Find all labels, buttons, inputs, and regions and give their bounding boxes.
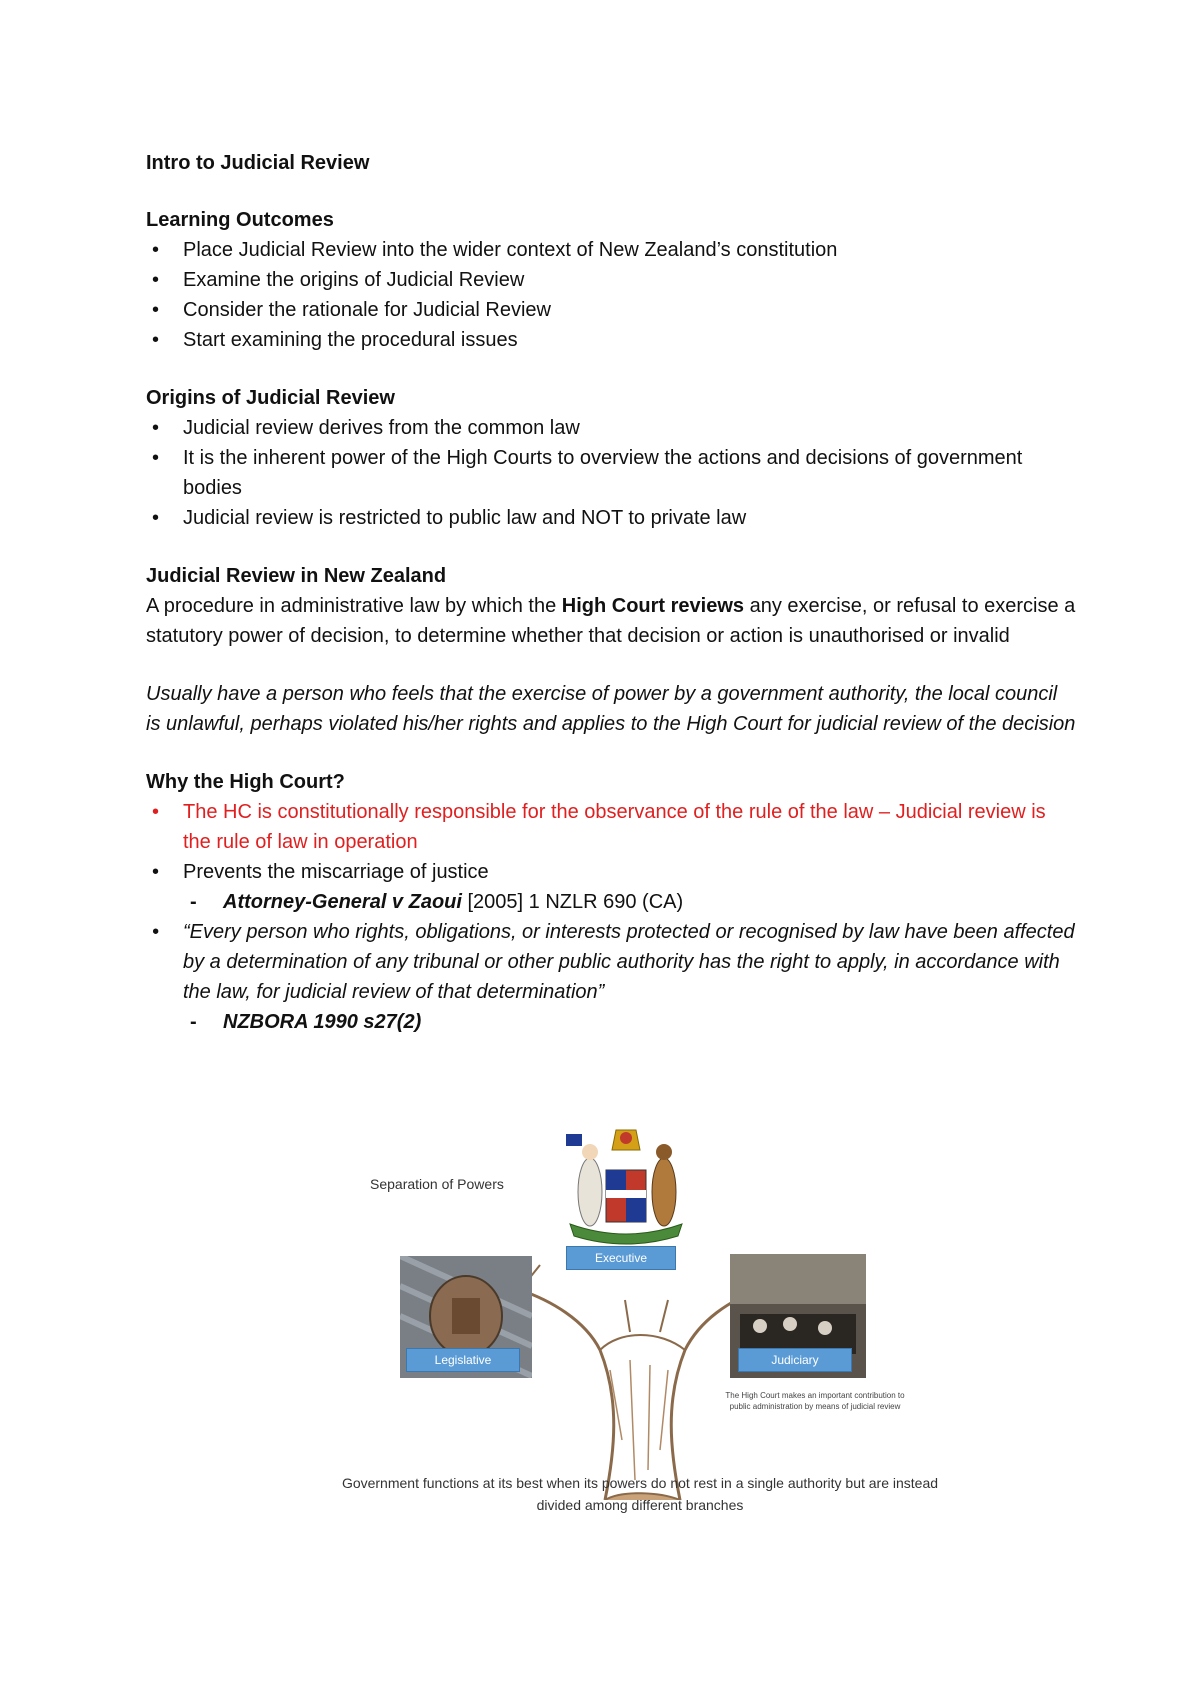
why-hc-list-2	[146, 917, 1076, 1007]
figure-caption: Government functions at its best when its powers do not rest in a single authority but are instead divided among different branches	[341, 1475, 939, 1513]
case-name: Attorney-General v Zaoui	[223, 891, 462, 913]
definition-text: A procedure in administrative law by which the	[146, 595, 562, 617]
origins-list	[146, 413, 1076, 533]
why-hc-section	[146, 767, 1076, 1037]
case-reference: [2005] 1 NZLR 690 (CA)	[461, 891, 684, 913]
italic-note-section	[146, 679, 1076, 739]
learning-outcomes-heading: Learning Outcomes	[146, 209, 334, 231]
list-item: • Judicial review derives from the common law	[146, 413, 1076, 443]
list-item-red: • The HC is constitutionally responsible for the observance of the rule of the law – Judicial review is the rule of law in operation	[146, 797, 1076, 857]
executive-label: Executive	[566, 1246, 676, 1270]
case-citation	[146, 887, 1076, 917]
jr-nz-section	[146, 561, 1076, 651]
why-hc-heading: Why the High Court?	[146, 771, 345, 793]
list-item: • Consider the rationale for Judicial Review	[146, 295, 1076, 325]
jr-nz-heading: Judicial Review in New Zealand	[146, 565, 447, 587]
list-item: • Examine the origins of Judicial Review	[146, 265, 1076, 295]
learning-outcomes-list	[146, 235, 1076, 355]
list-item: • Judicial review is restricted to public law and NOT to private law	[146, 503, 1076, 533]
list-item: • Start examining the procedural issues	[146, 325, 1076, 355]
legislative-label: Legislative	[406, 1348, 520, 1372]
learning-outcomes-section	[146, 205, 1076, 355]
list-item: • Prevents the miscarriage of justice	[146, 857, 1076, 887]
definition-bold-text: High Court reviews	[561, 595, 745, 617]
judiciary-caption: The High Court makes an important contribution to public administration by means of judicial review	[725, 1391, 905, 1411]
document-body	[146, 148, 1076, 1065]
origins-heading: Origins of Judicial Review	[146, 387, 395, 409]
definition-text-end: any exercise, or refusal to exercise a statutory power of decision, to determine whether that decision or action is unauthorised or invalid	[146, 595, 1076, 647]
list-item: • It is the inherent power of the High Courts to overview the actions and decisions of government bodies	[146, 443, 1076, 503]
statute-name: NZBORA 1990 s27(2)	[223, 1011, 422, 1033]
dash-marker: -	[190, 1011, 197, 1033]
judiciary-label: Judiciary	[738, 1348, 852, 1372]
list-item-quote: • “Every person who rights, obligations, or interests protected or recognised by law have been affected by a determination of any tribunal or other public authority has the right to apply, in accordance with the law, for judicial review of that determination”	[146, 917, 1076, 1007]
page-title: Intro to Judicial Review	[146, 152, 370, 174]
statute-citation	[146, 1007, 1076, 1037]
italic-note: Usually have a person who feels that the exercise of power by a government authority, the local council is unlawful, perhaps violated his/her rights and applies to the High Court for judicial review of the decision	[146, 683, 1076, 735]
jr-nz-definition	[146, 591, 1076, 651]
origins-section	[146, 383, 1076, 533]
list-item: • Place Judicial Review into the wider context of New Zealand’s constitution	[146, 235, 1076, 265]
dash-marker: -	[190, 891, 197, 913]
figure-title: Separation of Powers	[370, 1176, 504, 1192]
coat-of-arms-icon	[560, 1120, 690, 1250]
why-hc-list	[146, 797, 1076, 887]
separation-of-powers-figure	[341, 1120, 939, 1520]
